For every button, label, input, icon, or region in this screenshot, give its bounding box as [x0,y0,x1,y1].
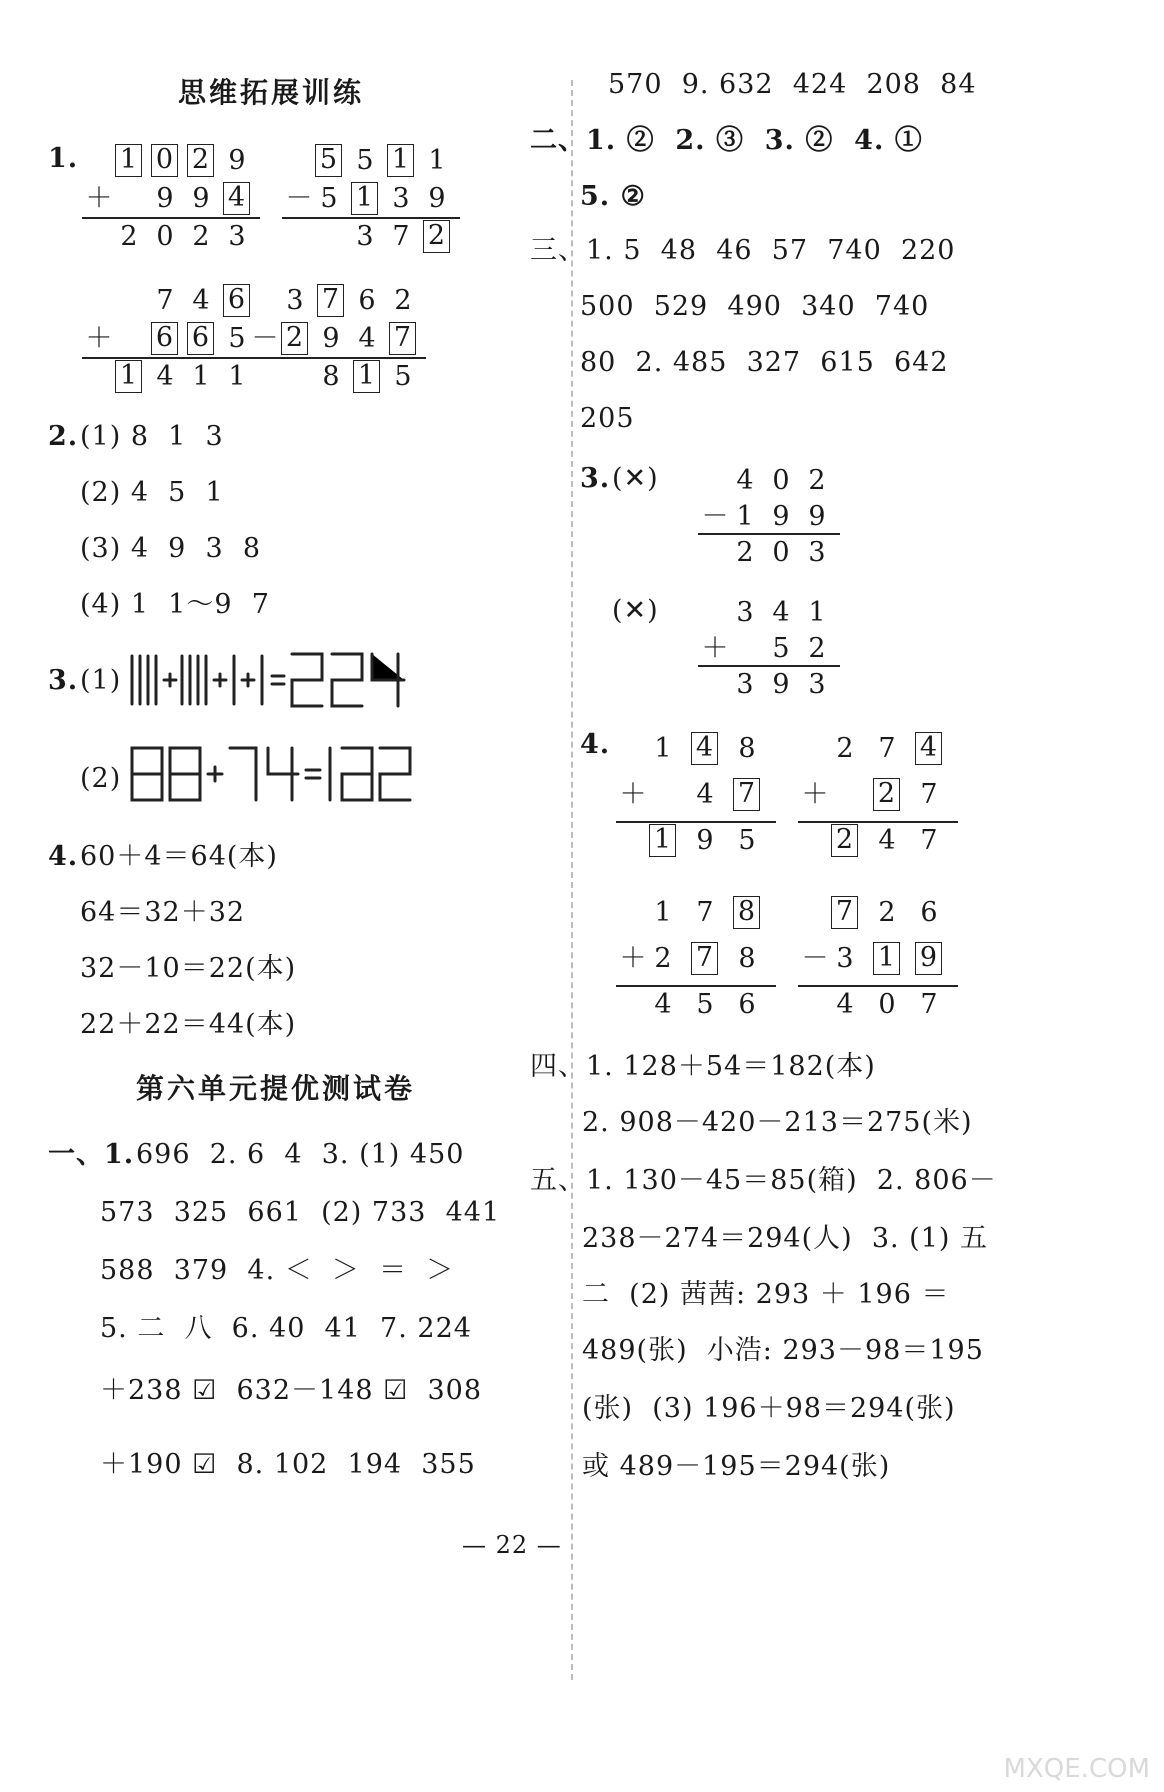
digit: 4 [878,825,896,856]
digit: 0 [156,221,174,252]
answer-line: 80 2. 485 327 615 642 [580,347,949,378]
digit: 4 [654,989,672,1020]
digit: 4 [736,465,754,496]
answer-line: 205 [580,403,635,434]
boxed-digit: 1 [351,182,378,215]
digit: 2 [736,537,754,568]
boxed-digit: 8 [733,896,760,929]
digit: 2 [878,897,896,928]
answer-line: 489(张) 小浩: 293－98＝195 [582,1335,984,1366]
digit: 7 [156,285,174,316]
boxed-digit: 6 [187,322,214,355]
answer-line: 500 529 490 340 740 [580,291,930,322]
column-divider [571,80,573,1680]
boxed-digit: 4 [915,732,942,765]
answer-line: 64＝32＋32 [80,897,246,928]
answer-line: ＋190 ☑ 8. 102 194 355 [100,1449,476,1480]
section-2-line: 二、1. ② 2. ③ 3. ② 4. ① [530,125,923,156]
section-2-line: 5. ② [580,181,646,212]
boxed-digit: 6 [151,322,178,355]
digit: 4 [836,989,854,1020]
digit: 2 [654,943,672,974]
answer-line: 588 379 4. ＜ ＞ ＝ ＞ [100,1255,455,1286]
digit: 6 [738,989,756,1020]
digit: 6 [358,285,376,316]
sum-line [698,533,840,535]
digit: 0 [772,537,790,568]
answer-line: 573 325 661 (2) 733 441 [100,1197,501,1228]
operator-sign: ＋ [701,633,729,664]
section-3-line: 三、1. 5 48 46 57 740 220 [530,235,956,266]
question-1-number: 1. [48,143,79,174]
digit: 8 [322,361,340,392]
boxed-digit: 1 [873,942,900,975]
boxed-digit: 1 [115,144,142,177]
answer-line: (3) 4 9 3 8 [80,533,262,564]
digit: 9 [228,145,246,176]
boxed-digit: 4 [223,182,250,215]
answer-line: 或 489－195＝294(张) [582,1451,891,1482]
digit: 5 [738,825,756,856]
boxed-digit: 6 [223,284,250,317]
digit: 2 [394,285,412,316]
sum-line [798,821,958,823]
boxed-digit: 2 [831,824,858,857]
digit: 3 [836,943,854,974]
answer-line: 570 9. 632 424 208 84 [608,69,977,100]
digit: 9 [696,825,714,856]
digit: 7 [878,733,896,764]
boxed-digit: 2 [187,144,214,177]
sub-question-label: (1) [80,665,122,696]
digit: 2 [808,633,826,664]
operator-sign: ＋ [85,323,113,354]
operator-sign: － [801,943,829,974]
answer-line: 2. 908－420－213＝275(米) [582,1107,973,1138]
digit: 2 [836,733,854,764]
digit: 9 [192,183,210,214]
sub-question-label: (2) [80,763,122,794]
digit: 8 [738,943,756,974]
digit: 4 [772,597,790,628]
digit: 1 [192,361,210,392]
digit: 7 [920,779,938,810]
boxed-digit: 7 [733,778,760,811]
digit: 3 [286,285,304,316]
digit: 1 [228,361,246,392]
digit: 9 [772,501,790,532]
digit: 5 [356,145,374,176]
sum-line [698,665,840,667]
digit: 5 [228,323,246,354]
sum-line [82,217,260,219]
section-title-unit6: 第六单元提优测试卷 [136,1072,416,1105]
answer-line: 22＋22＝44(本) [80,1009,297,1040]
digit: 3 [392,183,410,214]
matchstick-equation-1 [126,644,426,716]
boxed-digit: 1 [387,144,414,177]
answer-line: 696 2. 6 4 3. (1) 450 [136,1139,465,1170]
answer-line: ＋238 ☑ 632－148 ☑ 308 [100,1375,483,1406]
cross-mark: (✕) [612,463,659,494]
digit: 5 [394,361,412,392]
boxed-digit: 7 [317,284,344,317]
digit: 7 [920,825,938,856]
digit: 9 [772,669,790,700]
boxed-digit: 2 [423,220,450,253]
operator-sign: ＋ [801,779,829,810]
question-4-number: 4. [48,841,79,872]
digit: 7 [392,221,410,252]
question-3-number: 3. [580,463,611,494]
answer-line: (2) 4 5 1 [80,477,224,508]
digit: 3 [736,597,754,628]
matchstick-equation-2 [126,738,426,810]
digit: 1 [654,733,672,764]
digit: 9 [156,183,174,214]
digit: 7 [920,989,938,1020]
digit: 2 [192,221,210,252]
answer-line: 5. 二 八 6. 40 41 7. 224 [100,1313,472,1344]
sum-line [798,985,958,987]
digit: 1 [808,597,826,628]
operator-sign: ＋ [619,943,647,974]
watermark-text: MXQE.COM [1003,1754,1150,1784]
digit: 6 [920,897,938,928]
boxed-digit: 2 [873,778,900,811]
question-2-number: 2. [48,421,79,452]
answer-line: (1) 8 1 3 [80,421,224,452]
page-number: — 22 — [462,1531,562,1559]
answer-line: 32－10＝22(本) [80,953,297,984]
digit: 3 [808,537,826,568]
digit: 9 [808,501,826,532]
digit: 1 [736,501,754,532]
digit: 5 [772,633,790,664]
operator-sign: － [701,501,729,532]
boxed-digit: 7 [831,896,858,929]
operator-sign: ＋ [619,779,647,810]
digit: 5 [696,989,714,1020]
digit: 0 [772,465,790,496]
digit: 7 [696,897,714,928]
sum-line [282,217,460,219]
digit: 5 [320,183,338,214]
question-3-number: 3. [48,665,79,696]
section-5-line: 五、1. 130－45＝85(箱) 2. 806－ [530,1165,997,1196]
operator-sign: － [251,323,279,354]
boxed-digit: 1 [353,360,380,393]
digit: 1 [654,897,672,928]
boxed-digit: 9 [915,942,942,975]
boxed-digit: 5 [315,144,342,177]
digit: 2 [120,221,138,252]
section-4-line: 四、1. 128＋54＝182(本) [530,1051,876,1082]
section-title-thinking: 思维拓展训练 [178,76,365,109]
section-1-number: 一、1. [48,1139,135,1170]
digit: 1 [428,145,446,176]
digit: 4 [696,779,714,810]
boxed-digit: 4 [691,732,718,765]
digit: 9 [322,323,340,354]
sum-line [616,985,776,987]
answer-line: 60＋4＝64(本) [80,841,278,872]
digit: 4 [192,285,210,316]
answer-line: 238－274＝294(人) 3. (1) 五 [582,1223,989,1254]
cross-mark: (✕) [612,595,659,626]
question-4-number: 4. [580,729,611,760]
digit: 3 [356,221,374,252]
answer-line: 二 (2) 茜茜: 293 ＋ 196 ＝ [582,1279,950,1310]
digit: 4 [358,323,376,354]
digit: 4 [156,361,174,392]
digit: 2 [808,465,826,496]
sum-line [82,357,260,359]
boxed-digit: 7 [691,942,718,975]
digit: 9 [428,183,446,214]
digit: 8 [738,733,756,764]
boxed-digit: 0 [151,144,178,177]
digit: 0 [878,989,896,1020]
answer-line: (张) (3) 196＋98＝294(张) [582,1393,956,1424]
digit: 3 [808,669,826,700]
digit: 3 [228,221,246,252]
boxed-digit: 1 [649,824,676,857]
boxed-digit: 2 [281,322,308,355]
boxed-digit: 7 [389,322,416,355]
sum-line [616,821,776,823]
answer-line: (4) 1 1～9 7 [80,589,270,620]
boxed-digit: 1 [115,360,142,393]
sum-line [248,357,426,359]
operator-sign: ＋ [85,183,113,214]
digit: 3 [736,669,754,700]
operator-sign: － [285,183,313,214]
